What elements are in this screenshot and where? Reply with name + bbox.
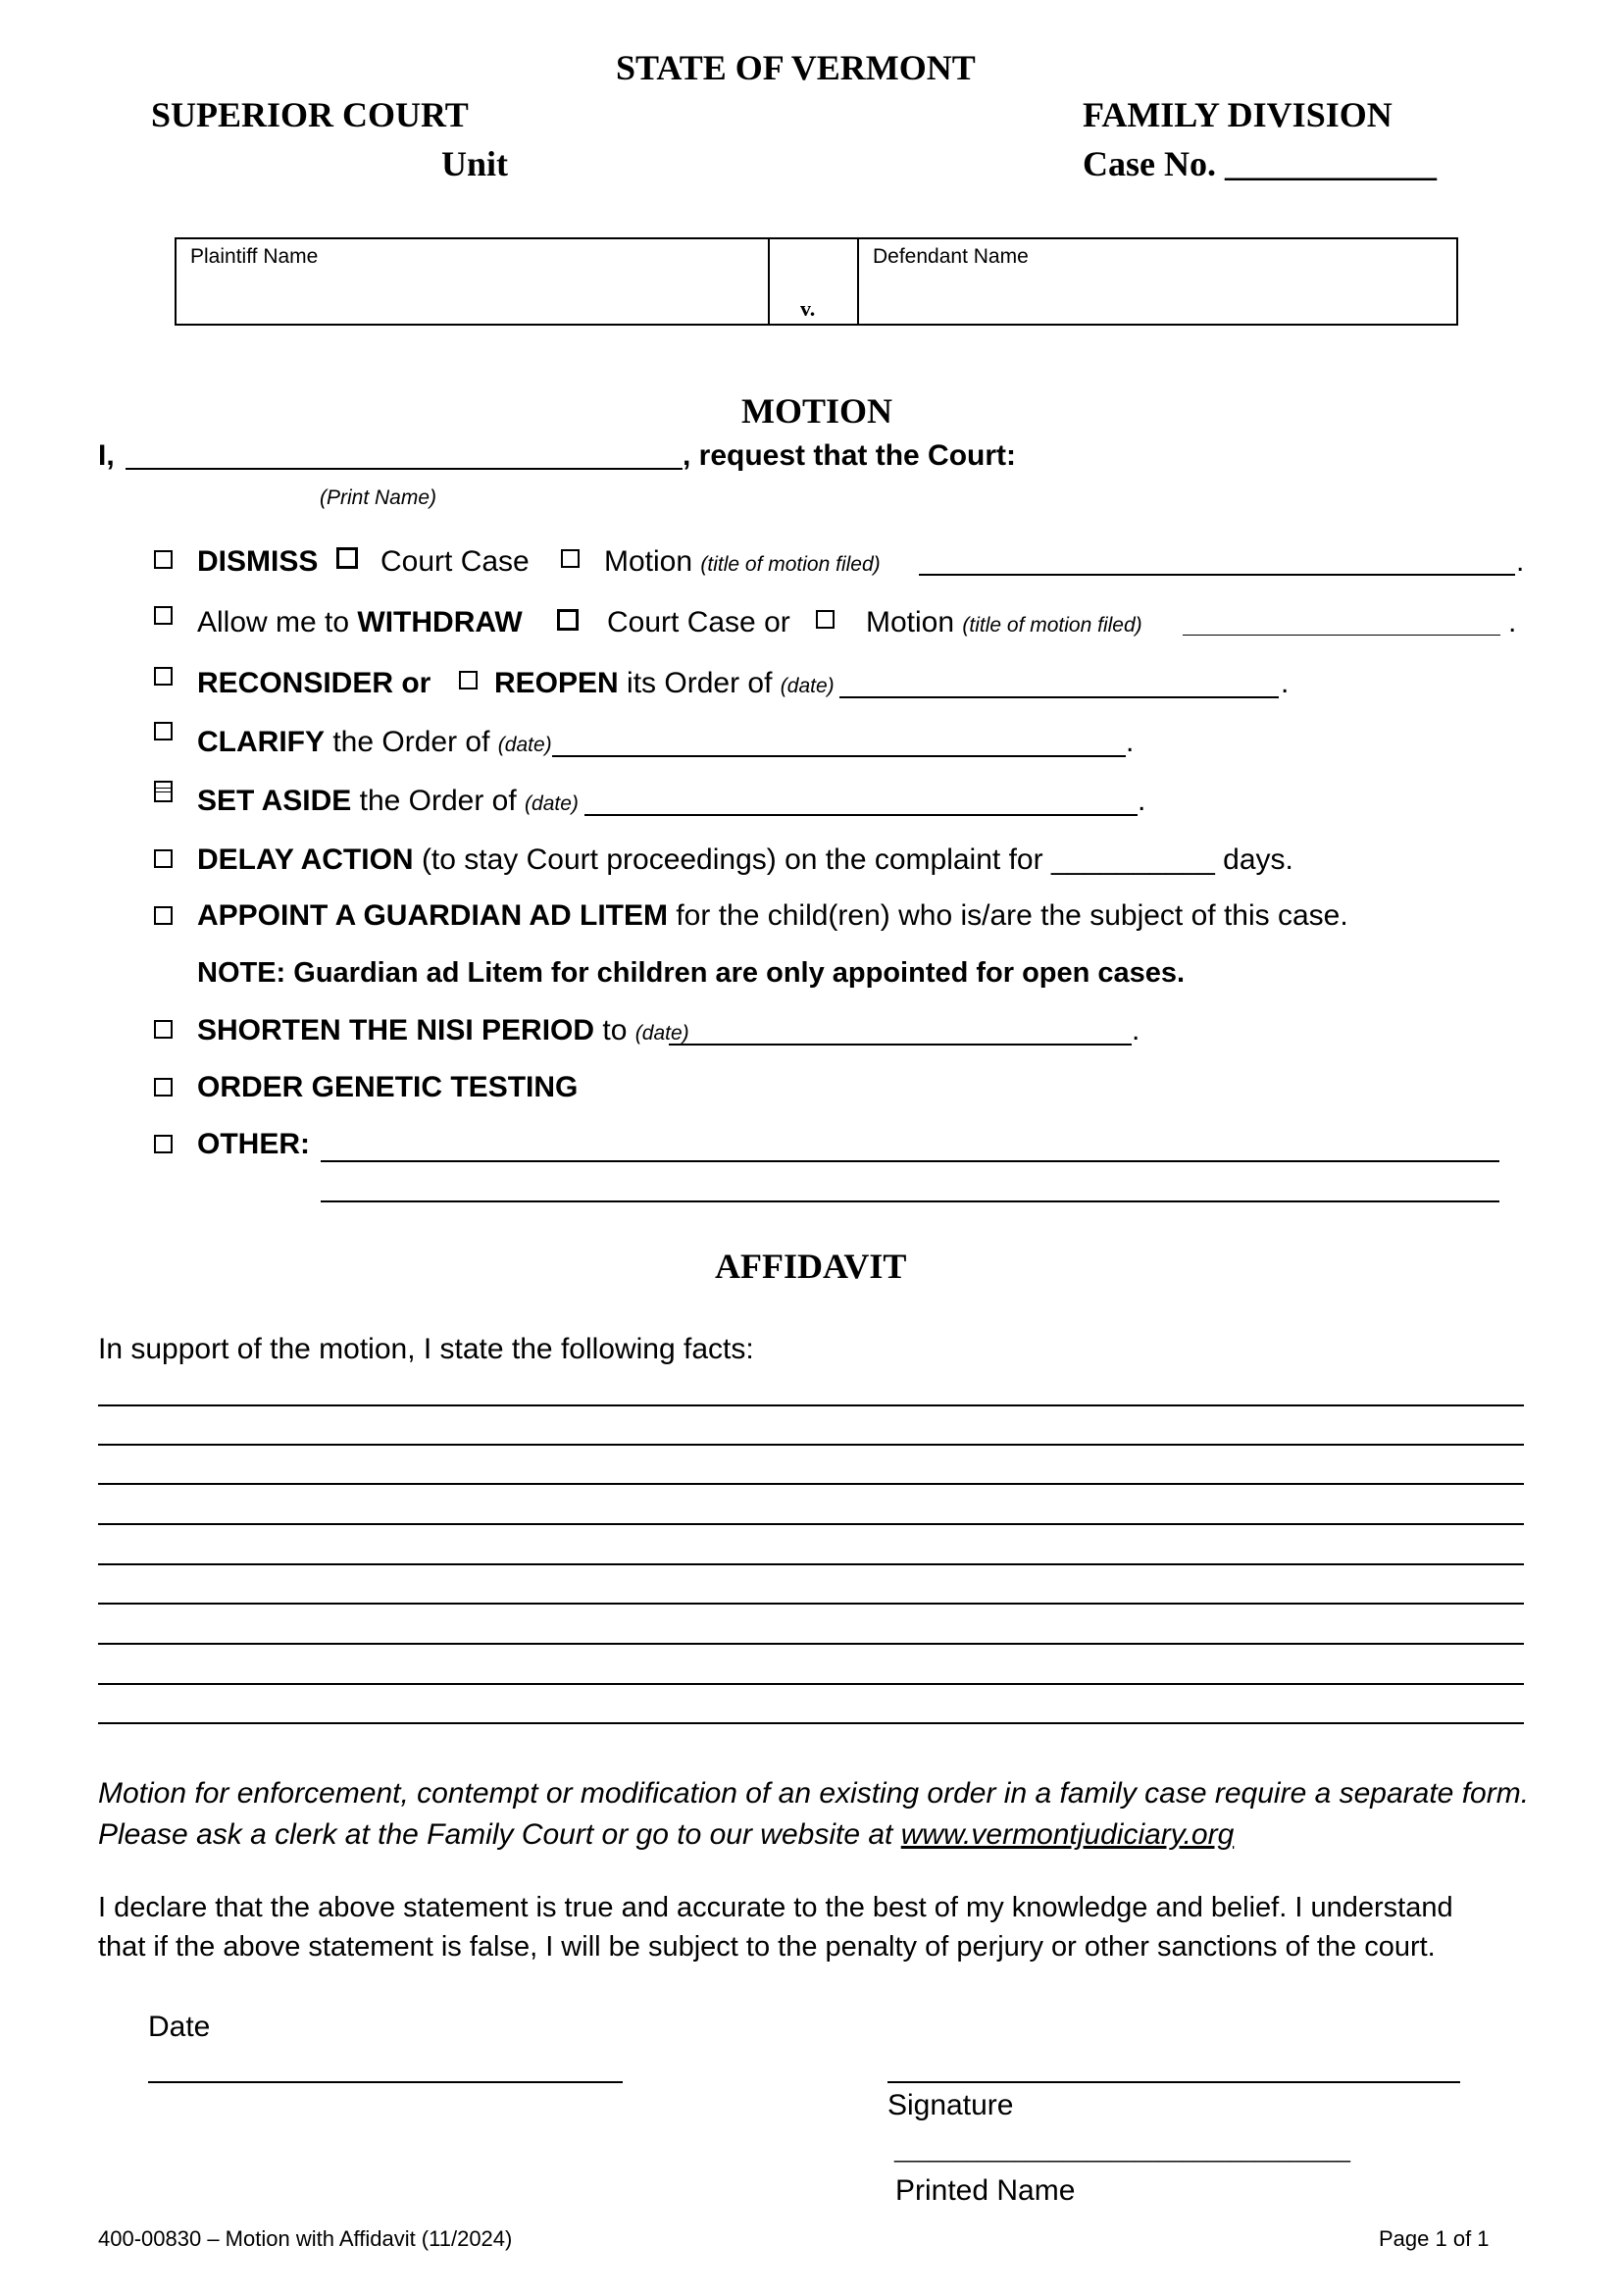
clarify-label: CLARIFY [197, 726, 325, 758]
delay-action-checkbox[interactable] [154, 849, 173, 868]
signature-label: Signature [887, 2089, 1014, 2121]
dismiss-motion-hint: (title of motion filed) [700, 553, 881, 576]
plaintiff-name-field[interactable] [190, 245, 318, 269]
separate-form-notice [98, 1773, 1530, 1856]
shorten-nisi-date-line[interactable] [669, 1044, 1132, 1046]
set-aside-checkbox[interactable] [154, 781, 173, 802]
withdraw-prefix: Allow me to [197, 606, 350, 638]
withdraw-motion-title-line[interactable] [1183, 635, 1500, 636]
defendant-label: Defendant Name [873, 245, 1029, 268]
dismiss-motion-checkbox[interactable] [561, 549, 580, 568]
versus-label: v. [800, 296, 816, 321]
affidavit-line[interactable] [98, 1643, 1524, 1645]
form-id: 400-00830 – Motion with Affidavit (11/2024) [98, 2226, 513, 2251]
delay-action-label: DELAY ACTION [197, 843, 414, 876]
withdraw-motion-label: Motion [866, 606, 955, 638]
other-label: OTHER: [197, 1128, 310, 1160]
dismiss-motion-title-line[interactable] [919, 574, 1515, 576]
withdraw-checkbox[interactable] [154, 606, 173, 625]
reopen-date-line[interactable] [839, 696, 1279, 698]
reconsider-checkbox[interactable] [154, 667, 173, 686]
set-aside-date-line[interactable] [584, 814, 1138, 816]
signature-line[interactable] [887, 2081, 1460, 2083]
print-name-line[interactable] [126, 468, 683, 470]
dismiss-checkbox[interactable] [154, 550, 173, 569]
printed-name-label: Printed Name [895, 2174, 1076, 2207]
guardian-ad-litem-checkbox[interactable] [154, 906, 173, 925]
genetic-testing-checkbox[interactable] [154, 1078, 173, 1097]
other-line-2[interactable] [321, 1200, 1499, 1202]
dismiss-label: DISMISS [197, 545, 319, 578]
dismiss-court-case-checkbox[interactable] [336, 547, 358, 569]
reopen-checkbox[interactable] [459, 671, 478, 689]
reconsider-label: RECONSIDER or [197, 667, 431, 699]
affidavit-title: AFFIDAVIT [715, 1247, 907, 1286]
clarify-suffix: the Order of [332, 726, 490, 758]
unit-label: Unit [441, 144, 509, 183]
withdraw-motion-hint: (title of motion filed) [962, 614, 1142, 637]
page-number: Page 1 of 1 [1379, 2226, 1490, 2251]
affidavit-line[interactable] [98, 1523, 1524, 1525]
shorten-nisi-checkbox[interactable] [154, 1020, 173, 1039]
delay-days-blank[interactable]: __________ [1050, 843, 1215, 876]
reopen-suffix: its Order of [627, 667, 773, 699]
affidavit-line[interactable] [98, 1603, 1524, 1605]
set-aside-label: SET ASIDE [197, 785, 352, 817]
withdraw-court-case-label: Court Case or [607, 606, 790, 638]
guardian-ad-litem-note: NOTE: Guardian ad Litem for children are only appointed for open cases. [197, 957, 1186, 989]
guardian-ad-litem-suffix: for the child(ren) who is/are the subject of this case. [676, 899, 1348, 932]
date-label: Date [148, 2011, 211, 2043]
withdraw-court-case-checkbox[interactable] [557, 609, 579, 631]
clarify-checkbox[interactable] [154, 722, 173, 740]
case-number[interactable]: Case No. ____________ [1083, 144, 1437, 183]
affidavit-line[interactable] [98, 1404, 1524, 1406]
shorten-nisi-suffix: to [602, 1014, 628, 1046]
affidavit-line[interactable] [98, 1722, 1524, 1724]
other-checkbox[interactable] [154, 1135, 173, 1153]
date-line[interactable] [148, 2081, 623, 2083]
other-line-1[interactable] [321, 1160, 1499, 1162]
reopen-date-hint: (date) [780, 675, 835, 697]
dismiss-court-case-label: Court Case [380, 545, 530, 578]
affidavit-intro: In support of the motion, I state the following facts: [98, 1333, 754, 1365]
affidavit-line[interactable] [98, 1444, 1524, 1446]
print-name-hint: (Print Name) [320, 486, 437, 509]
declaration-line-2: that if the above statement is false, I will be subject to the penalty of perjury or other sanctions of the court. [98, 1931, 1436, 1963]
delay-days-label: days. [1223, 843, 1293, 876]
dismiss-motion-label: Motion [604, 545, 693, 578]
set-aside-date-hint: (date) [525, 792, 579, 815]
delay-action-suffix: (to stay Court proceedings) on the complaint for [421, 843, 1043, 876]
withdraw-motion-checkbox[interactable] [816, 610, 835, 629]
printed-name-line[interactable]: ______________________________________ [894, 2138, 1350, 2163]
parties-box [175, 237, 1458, 326]
plaintiff-label: Plaintiff Name [190, 245, 319, 268]
guardian-ad-litem-label: APPOINT A GUARDIAN AD LITEM [197, 899, 668, 932]
shorten-nisi-date-hint: (date) [634, 1022, 689, 1045]
judiciary-website-link[interactable]: www.vermontjudiciary.org [900, 1818, 1235, 1851]
defendant-name-field[interactable] [873, 245, 1029, 269]
division-name: FAMILY DIVISION [1083, 95, 1393, 134]
clarify-date-hint: (date) [497, 734, 552, 756]
motion-title: MOTION [741, 391, 893, 431]
notice-text: Motion for enforcement, contempt or modification of an existing order in a family case require a separate form. Please ask a clerk at the Family Court or go to our website at [98, 1777, 1530, 1851]
reopen-label: REOPEN [494, 667, 619, 699]
shorten-nisi-label: SHORTEN THE NISI PERIOD [197, 1014, 595, 1046]
declaration-line-1: I declare that the above statement is true and accurate to the best of my knowledge and belief. I understand [98, 1892, 1453, 1923]
parties-divider [768, 239, 770, 324]
intro-prefix: I, [98, 439, 115, 472]
genetic-testing-label: ORDER GENETIC TESTING [197, 1071, 579, 1103]
clarify-date-line[interactable] [552, 755, 1126, 757]
affidavit-line[interactable] [98, 1683, 1524, 1685]
state-title: STATE OF VERMONT [616, 48, 976, 87]
withdraw-label: WITHDRAW [357, 606, 523, 638]
affidavit-line[interactable] [98, 1563, 1524, 1565]
intro-suffix: , request that the Court: [683, 439, 1017, 472]
court-name: SUPERIOR COURT [151, 95, 469, 134]
set-aside-suffix: the Order of [359, 785, 517, 817]
affidavit-line[interactable] [98, 1483, 1524, 1485]
parties-divider [857, 239, 859, 324]
